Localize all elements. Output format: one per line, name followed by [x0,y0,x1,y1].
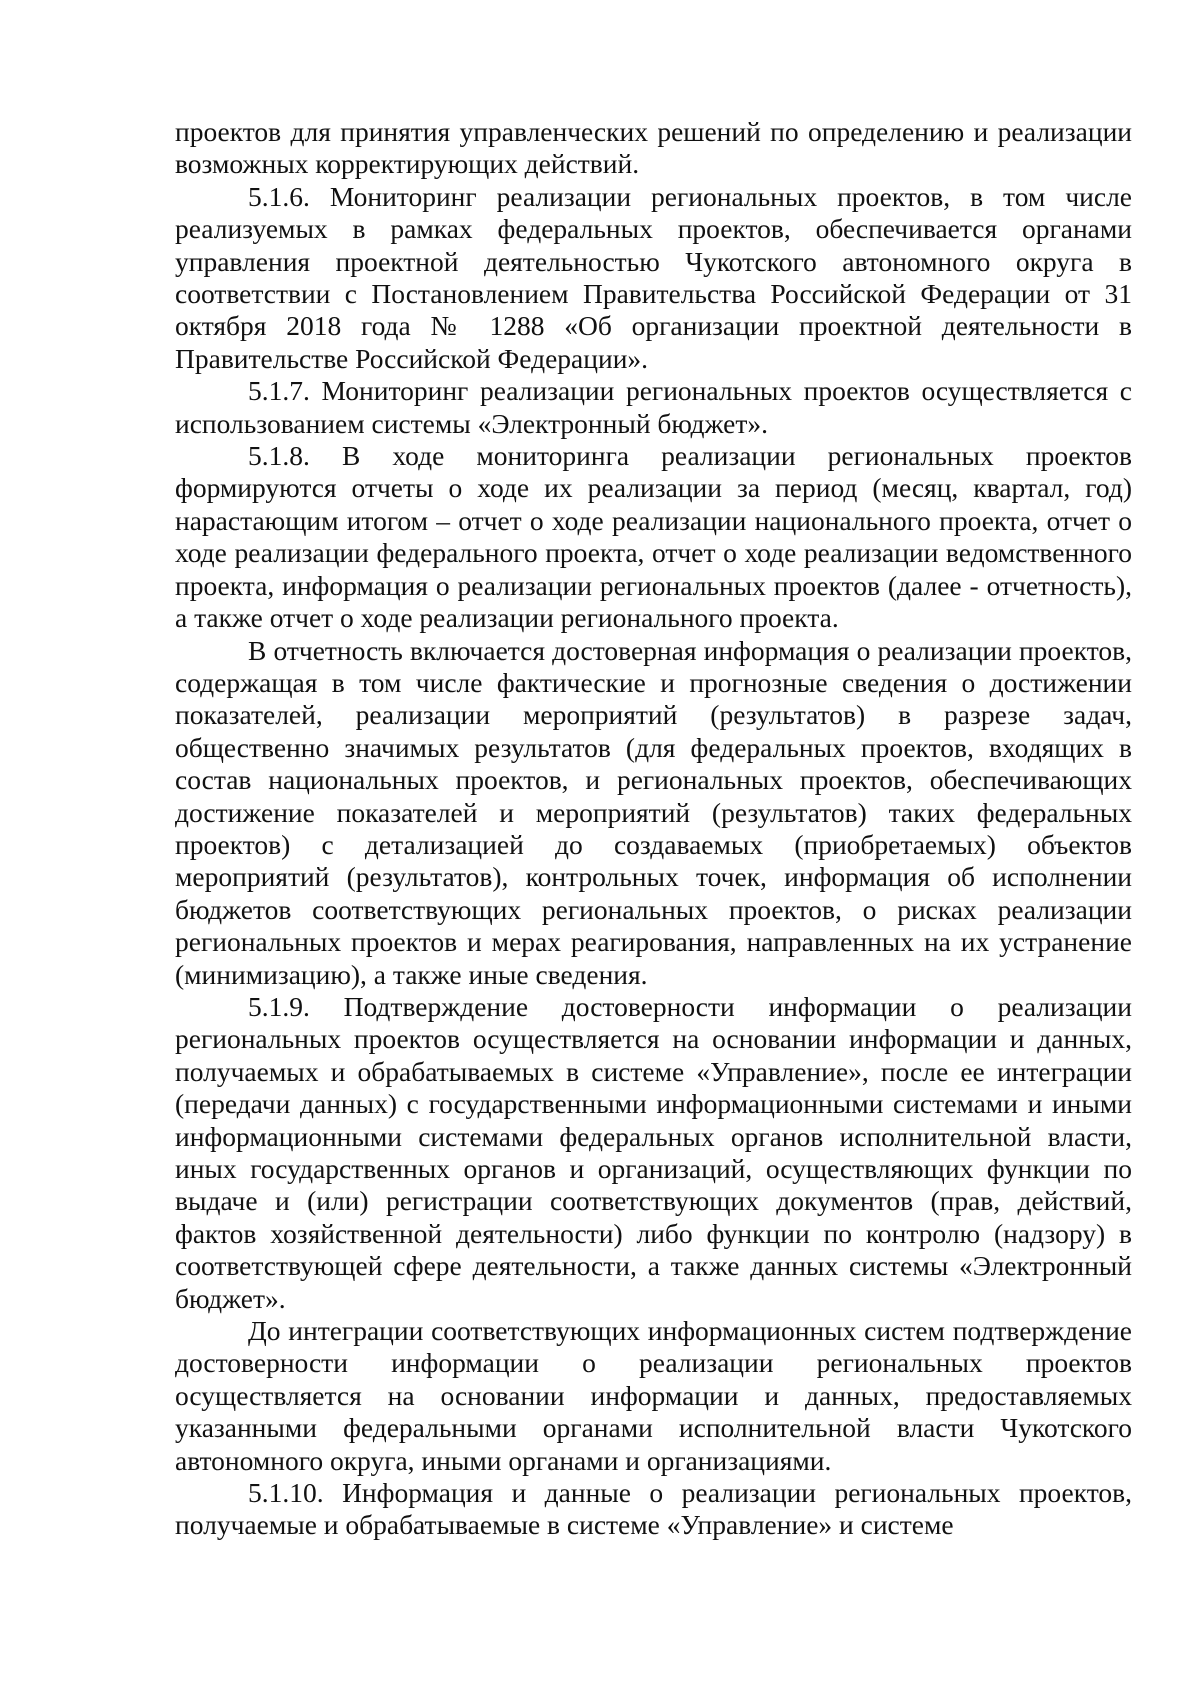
paragraph-5-1-10: 5.1.10. Информация и данные о реализации региональных проектов, получаемые и обрабатываемые в системе «Управление» и системе [175,1477,1132,1541]
paragraph-5-1-8: 5.1.8. В ходе мониторинга реализации региональных проектов формируются отчеты о ходе их реализации за период (месяц, квартал, год) нарастающим итогом – отчет о ходе реализации национального проекта, отчет о ходе реализации федерального проекта, отчет о ходе реализации ведомственного проекта, информация о реализации региональных проектов (далее - отчетность), а также отчет о ходе реализации регионального проекта. [175,440,1132,634]
paragraph-5-1-6: 5.1.6. Мониторинг реализации региональных проектов, в том числе реализуемых в рамках федеральных проектов, обеспечивается органами управления проектной деятельностью Чукотского автономного округа в соответствии с Постановлением Правительства Российской Федерации от 31 октября 2018 года № 1288 «Об организации проектной деятельности в Правительстве Российской Федерации». [175,180,1132,374]
paragraph-5-1-9: 5.1.9. Подтверждение достоверности информации о реализации региональных проектов осуществляется на основании информации и данных, получаемых и обрабатываемых в системе «Управление», после ее интеграции (передачи данных) с государственными информационными системами и иными информационными системами федеральных органов исполнительной власти, иных государственных органов и организаций, осуществляющих функции по выдаче и (или) регистрации соответствующих документов (прав, действий, фактов хозяйственной деятельности) либо функции по контролю (надзору) в соответствующей сфере деятельности, а также данных системы «Электронный бюджет». [175,990,1132,1314]
paragraph-reporting-content: В отчетность включается достоверная информация о реализации проектов, содержащая в том числе фактические и прогнозные сведения о достижении показателей, реализации мероприятий (результатов) в разрезе задач, общественно значимых результатов (для федеральных проектов, входящих в состав национальных проектов, и региональных проектов, обеспечивающих достижение показателей и мероприятий (результатов) таких федеральных проектов) с детализацией до создаваемых (приобретаемых) объектов мероприятий (результатов), контрольных точек, информация об исполнении бюджетов соответствующих региональных проектов, о рисках реализации региональных проектов и мерах реагирования, направленных на их устранение (минимизацию), а также иные сведения. [175,634,1132,990]
paragraph-5-1-7: 5.1.7. Мониторинг реализации региональных проектов осуществляется с использованием системы «Электронный бюджет». [175,375,1132,439]
paragraph-continuation: проектов для принятия управленческих решений по определению и реализации возможных корректирующих действий. [175,116,1132,180]
document-page [175,116,1132,1542]
paragraph-before-integration: До интеграции соответствующих информационных систем подтверждение достоверности информации о реализации региональных проектов осуществляется на основании информации и данных, предоставляемых указанными федеральными органами исполнительной власти Чукотского автономного округа, иными органами и организациями. [175,1315,1132,1476]
